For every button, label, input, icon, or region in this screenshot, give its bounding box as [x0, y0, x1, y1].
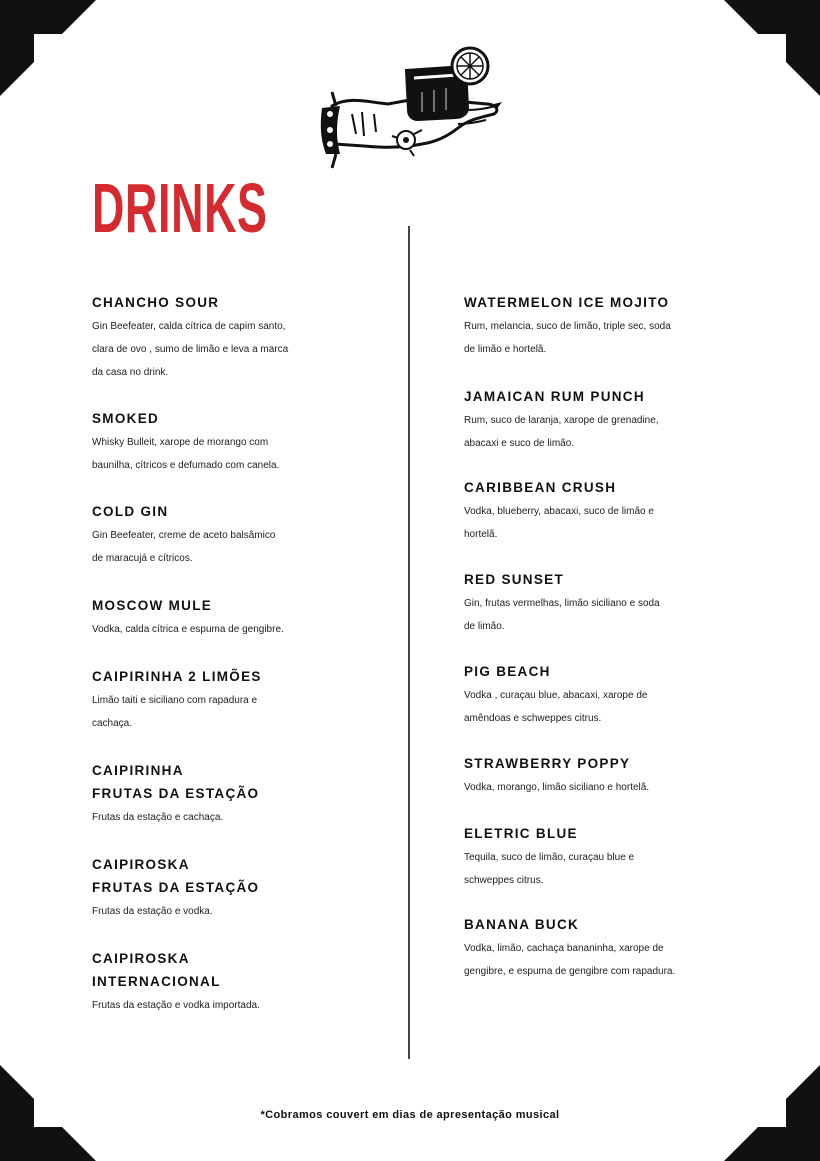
drink-item [92, 947, 260, 1017]
drink-name: CAIPIROSKA [92, 951, 190, 966]
corner-ornament-top-left [0, 0, 96, 96]
drink-description: amêndoas e schweppes citrus. [464, 713, 602, 724]
drink-name: STRAWBERRY POPPY [464, 756, 631, 771]
drink-name: JAMAICAN RUM PUNCH [464, 389, 645, 404]
drink-item [464, 385, 659, 455]
column-divider [408, 226, 410, 1059]
drink-description: gengibre, e espuma de gengibre com rapadura. [464, 966, 676, 977]
drink-item [464, 660, 647, 730]
drink-description: de limão. [464, 621, 505, 632]
drink-description: da casa no drink. [92, 367, 169, 378]
drink-description: baunilha, cítricos e defumado com canela. [92, 460, 280, 471]
footer-note: *Cobramos couvert em dias de apresentação musical [260, 1109, 560, 1121]
drink-description: abacaxi e suco de limão. [464, 438, 575, 449]
drink-name: CARIBBEAN CRUSH [464, 480, 617, 495]
drink-name: ELETRIC BLUE [464, 826, 578, 841]
drink-item [464, 291, 671, 361]
drink-name: RED SUNSET [464, 572, 565, 587]
drink-item [92, 594, 284, 641]
drink-description: schweppes citrus. [464, 875, 544, 886]
drink-description: cachaça. [92, 718, 133, 729]
drink-item [464, 568, 660, 638]
page-title: DRINKS [92, 169, 268, 247]
drink-item [464, 476, 654, 546]
drink-item [92, 665, 262, 735]
drink-description: Vodka, morango, limão siciliano e hortelã. [464, 782, 650, 793]
drink-name: SMOKED [92, 411, 160, 426]
drink-description: de maracujá e cítricos. [92, 553, 193, 564]
drink-item [92, 500, 275, 570]
drink-description: Gin Beefeater, calda cítrica de capim santo, [92, 321, 286, 332]
drink-description: Frutas da estação e vodka importada. [92, 1000, 260, 1011]
drink-description: Limão taiti e siciliano com rapadura e [92, 695, 258, 706]
hand-holding-drink-illustration [318, 44, 504, 170]
drink-description: Vodka, blueberry, abacaxi, suco de limão e [464, 506, 654, 517]
drink-description: hortelã. [464, 529, 498, 540]
drink-name: CAIPIROSKA [92, 857, 190, 872]
drink-description: Frutas da estação e cachaça. [92, 812, 224, 823]
corner-ornament-top-right [724, 0, 820, 96]
drink-name: MOSCOW MULE [92, 598, 213, 613]
drink-description: Rum, melancia, suco de limão, triple sec, soda [464, 321, 671, 332]
drink-description: Gin, frutas vermelhas, limão siciliano e soda [464, 598, 660, 609]
drink-item [464, 822, 634, 892]
drink-name: PIG BEACH [464, 664, 551, 679]
drink-name: CHANCHO SOUR [92, 295, 220, 310]
drink-description: Tequila, suco de limão, curaçau blue e [464, 852, 635, 863]
drink-description: Frutas da estação e vodka. [92, 906, 213, 917]
drink-name: FRUTAS DA ESTAÇÃO [92, 880, 260, 895]
drink-description: Vodka , curaçau blue, abacaxi, xarope de [464, 690, 648, 701]
drink-name: BANANA BUCK [464, 917, 580, 932]
drink-item [92, 407, 279, 477]
drink-item [92, 291, 288, 384]
drink-name: CAIPIRINHA 2 LIMÕES [92, 669, 262, 684]
drink-description: Rum, suco de laranja, xarope de grenadine, [464, 415, 659, 426]
drink-name: WATERMELON ICE MOJITO [464, 295, 670, 310]
drink-item [92, 853, 259, 923]
drink-item [464, 913, 675, 983]
drink-description: clara de ovo , sumo de limão e leva a marca [92, 344, 289, 355]
drink-item [92, 759, 259, 829]
drink-item [464, 752, 649, 799]
drink-name: FRUTAS DA ESTAÇÃO [92, 786, 260, 801]
drink-description: Gin Beefeater, creme de aceto balsâmico [92, 530, 276, 541]
drink-name: COLD GIN [92, 504, 169, 519]
drink-name: CAIPIRINHA [92, 763, 184, 778]
drink-description: Vodka, limão, cachaça bananinha, xarope de [464, 943, 664, 954]
drink-description: Whisky Bulleit, xarope de morango com [92, 437, 269, 448]
drink-description: de limão e hortelã. [464, 344, 547, 355]
drink-name: INTERNACIONAL [92, 974, 221, 989]
drink-description: Vodka, calda cítrica e espuma de gengibre. [92, 624, 284, 635]
